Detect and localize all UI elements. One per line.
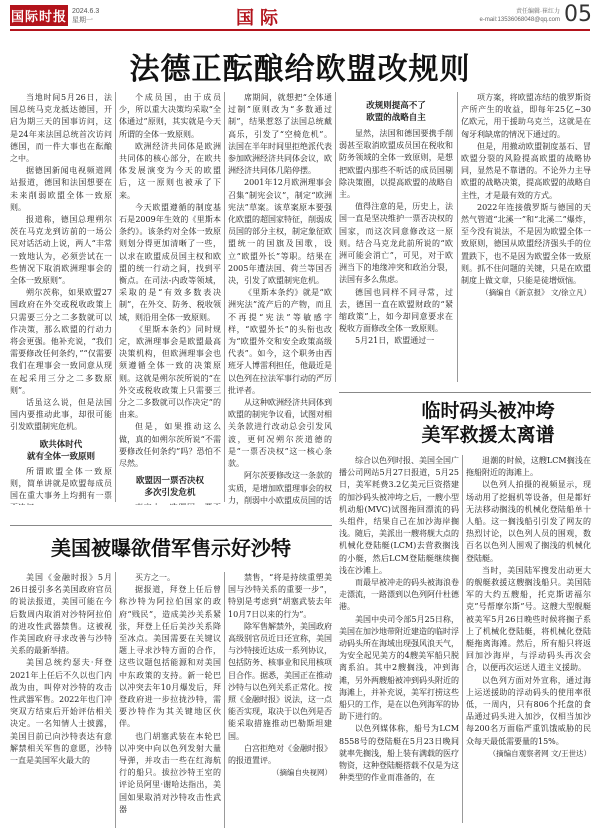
- page-number: 05: [564, 2, 592, 27]
- paragraph: 以色列媒体称，船号为LCM 8558号的登陆艇在5月23日晚间就率先搁浅，船上装有满载的医疗物资，这种登陆艇搭载不仅是为这种类型的作业而准备的，在: [339, 724, 459, 783]
- paragraph: 退潮的时候，这艘LCM搁浅在拖船附近的海滩上。: [466, 456, 591, 478]
- paragraph: 以色列人拍摄的视频显示，现场动用了挖掘机等设备，但是都好无法移动搁浅的机械化登陆船单十人船。这一搁浅船引引发了网友的热烈讨论，以色列人员的围观，数百名以色列人围观了搁浅的机械化登陆艇。: [466, 480, 591, 563]
- second-article-col-3: [228, 572, 332, 830]
- paragraph: 白宫拒绝对《金融时报》的报道置评。: [228, 743, 332, 766]
- third-headline: 临时码头被冲垮 美军救援太离谱: [421, 400, 555, 446]
- paragraph: 《里斯本条约》就是“欧洲宪法”流产后的产物，而且不再提“宪法”等敏感字样，“欧盟外长”的头衔也改为“欧盟外交和安全政策高级代表”。如今，这个职务由西班牙人博雷利担任，他最近是以色列在拉法军事行动的严厉批评者。: [228, 288, 332, 395]
- paragraph: 而最早被冲走的码头被海浪卷走漂流，一路漂到以色列阿什杜德港。: [339, 578, 459, 612]
- weekday: 星期一: [72, 17, 93, 24]
- col1-paras: [10, 92, 112, 434]
- paragraph: 综合以色列时报、美国全国广播公司网站5月27日报道，5月25日，美军耗费3.2亿美元巨资搭建的加沙码头被冲垮之后，一艘小型机动船(MVC)试图拖回漂流的码头组件，结果自己在加沙海岸搁浅。随后，美派出一艘将舰大点的机械化登陆艇(LCM)去营救搁浅的小艇，然后LCM登陆艇继续搁浅在沙滩上。: [339, 456, 459, 575]
- second-col1-paras: [10, 572, 112, 767]
- paragraph: [119, 502, 221, 505]
- paragraph: 禁售，“将是持续重塑美国与沙特关系的重要一步”，特别是考虑到“胡塞武装去年10月7日以来的行为”。: [228, 573, 332, 619]
- paragraph: 朔尔茨称，如果欧盟27国政府在外交或税收政策上只需要三分之二多数就可以作决策，那么欧盟的行动力将会更强。他补充说，“我们需要修改任何条约，”“仅需要我们在理事会一致同意从现在起采用三分之二多数原则”。: [10, 288, 112, 395]
- main-article-col-5: [461, 92, 591, 384]
- subheading-2: 欧盟因一票否决权 多次引发危机: [135, 476, 204, 499]
- email: e-mail:13536068048@qq.com: [479, 17, 560, 23]
- section-rule: [10, 525, 332, 526]
- paragraph: 美国中央司令部5月25日称，美国在加沙地带附近建造的临时浮动码头所在海域出现强风浪天气，为安全起见美方的4艘美军船只脱离系泊。其中2艘搁浅，冲到海滩，另外两艘船被冲到码头附近的海滩上，并补充说，美军打捞这些船只的工作，是在以色列海军的协助下进行的。: [339, 614, 459, 722]
- col3-paras: [228, 92, 332, 505]
- paragraph: 《里斯本条约》同时规定，欧洲理事会是欧盟最高决策机构，但欧洲理事会也须遵循全体一致的决策原则。这就是朔尔茨所说的“在外交或税收政策上只需要三分之二多数就可以作决定”的由来。: [119, 324, 221, 420]
- col4-paras: [339, 128, 453, 348]
- paragraph: 也门胡塞武装在本轮巴以冲突中向以色列发射大量导弹，并攻击一些在红海航行的船只。拔拉沙特王室的评论员阿里·谢哈达指出，美国如果取消对沙特攻击性武器: [119, 731, 221, 814]
- paragraph: 2001年12月欧洲理事会召集“制宪会议”，制定“欧洲宪法”草案。该草案原本要强化欧盟的超国家特征，削弱成员国的部分主权，制定象征欧盟统一的国旗及国歌，设立“欧盟外长”等职。结果在2005年遭法国、荷兰等国否决，引发了欧盟制宪危机。: [228, 178, 332, 286]
- paragraph: 当地时间5月26日，法国总统马克龙抵达德国，开启为期三天的国事访问，这是24年来法国总统首次访问德国，而一件大事也在酝酿之中。: [10, 93, 112, 164]
- second-col2-paras: [119, 572, 221, 816]
- third-article-col-left: [339, 455, 459, 825]
- subheading-1: 欧共体时代 就有全体一致原则: [26, 439, 95, 462]
- paragraph: 欧洲经济共同体是欧洲共同体的核心部分，在欧共体发展演变为今天的欧盟后，这一原则也被承了下来。: [119, 141, 221, 200]
- second-headline: 美国被曝欲借军售示好沙特: [51, 536, 291, 560]
- paragraph: 报道称，德国总理朔尔茨在马克龙到访前的一场公民对话活动上说，两人“丰常一致地认为，必须尝试在一些情况下取消欧洲理事会的全体一致原则”。: [10, 215, 112, 286]
- third-left-paras: [339, 455, 459, 784]
- paragraph: 值得注意的是，历史上，法国一直是坚决维护一票否决权的国家，而这次同意修改这一原则。结合马克龙此前所说的“欧洲可能会消亡”，可见，对于欧洲当下的地缘冲突和政治分裂，法国有多么焦虑。: [339, 202, 453, 285]
- col-divider: [335, 92, 336, 382]
- paragraph: 据德国新闻电视频道网站报道，德国和法国想要在未来削弱欧盟全体一致原则。: [10, 166, 112, 212]
- section-title: 国际: [236, 8, 284, 29]
- paragraph: 但是，用撤动欧盟制度基石、冒欧盟分裂的风险提高欧盟的战略协同，显然是不靠谱的。不论外力主导欧盟的战略决策，提高欧盟的战略自主性，才是最有效的方式。: [461, 141, 591, 200]
- paragraph: 据报道，拜登上任后曾称沙特为阿拉伯国家的政府“贱民”，造成美沙关系紧张，拜登上任后美沙关系降至冰点。美国需要在关键议题上寻求沙特方面的合作，这些议题包括能源和对美国中东政策的支持。新一轮巴以冲突去年10月爆发后，拜登政府进一步拉拢沙特，需要沙特作为其关键地区伙伴。: [119, 585, 221, 729]
- col-divider: [115, 92, 116, 502]
- paragraph: 个成员国，由于成员少，所以重大决策均采取“全体通过”原则，其实就是今天所谓的全体一致原则。: [119, 93, 221, 139]
- paragraph: 显然，法国和德国要携手削弱甚至取消欧盟成员国在税收和防务领域的全体一致原则，是想把欧盟内那些不听话的成员国剔除决策圈，以提高欧盟的战略自主。: [339, 129, 453, 200]
- col1b-paras: [10, 466, 112, 505]
- col-divider: [462, 455, 463, 823]
- paragraph: 阿尔茨要修改这一条款的实质，是增加欧盟理事会的权力，削弱中小欧盟成员国的话: [228, 471, 332, 505]
- masthead-logo: 国际时报: [10, 5, 68, 26]
- paragraph: 德国也同样不同寻常，过去，德国一直在欧盟财政的“紧缩政策”上，如今却同意要求在税收方面修改全体一致原则。: [339, 287, 453, 334]
- paragraph: 当时，美国陆军搜发出动更大的舰艇救援这艘搁浅船只。美国陆军的大约五艘船，托克斯诺福尔克”号帮摩尔斯”号。这艘大型舰艇被美军5月26日晚些时候将搁子系上了机械化登陆艇，将机械化登陆艇拖离海滩。然后，所有船只将返回加沙海岸，与浮动码头再次会合，以便再次运送人道主义援助。: [466, 565, 591, 673]
- main-article-col-3: [228, 92, 332, 505]
- header-rule: [10, 29, 590, 31]
- main-credit: （摘编自《新京报》 文/徐立凡）: [481, 288, 591, 298]
- editor-info: [440, 8, 560, 24]
- kicker-4: 改规则提高不了 欧盟的战略自主: [366, 101, 426, 123]
- col-divider: [115, 572, 116, 828]
- paragraph: 所谓欧盟全体一致原则，简单讲就是欧盟每成员国在重大事务上均拥有一票: [10, 466, 112, 501]
- main-article-col-2: [119, 92, 221, 505]
- paragraph: 买方之一。: [135, 573, 175, 582]
- paragraph: 席期间，就想把“全体通过制”原则改为“多数通过制”，结果惹怒了法国总统戴高乐，引发了“空椅危机”。法国在半年时间里拒绝派代表参加欧洲经济共同体会议，欧洲经济共同体几陷停摆。: [228, 93, 332, 176]
- col5-paras: [461, 92, 591, 287]
- second-article-col-2: [119, 572, 221, 830]
- paragraph: 从这种欧洲经济共同体到欧盟的制宪争议看，试图对相关条款进行改动总会引发风波，更何况朔尔茨道德的是“一票否决权”这一核心条款。: [228, 398, 332, 469]
- paragraph: 但是，如果推动这么做，真的如朔尔茨所说“不需要修改任何条约”吗？恐怕不尽然。: [119, 422, 221, 469]
- paragraph: 美国《金融时报》5月26日援引多名美国政府官员的说法报道，美国可能在今后数周内取消对沙特阿拉伯的进攻性武器禁售。这被视作美国政府寻求改善与沙特关系的最新举措。: [10, 573, 112, 656]
- paragraph: 5月21日，欧盟通过一: [355, 336, 435, 346]
- second-credit: （摘编自央视网）: [272, 768, 332, 778]
- paragraph: 以色列方面对外宣称，通过海上运送援助的浮动码头的使用率很低，一周内，只有806个托盘的食品通过码头进入加沙，仅相当加沙每200名万面临严重饥饿威胁的民众每天最低需要量的15%。: [466, 675, 591, 746]
- third-credit: （摘编自观察者网 文/王世达）: [488, 748, 591, 758]
- paragraph: 话虽这么说，但是法国国内要推动此事，却很可能引发欧盟制宪危机。: [10, 398, 112, 432]
- second-article-col-1: [10, 572, 112, 830]
- col2-paras: [119, 92, 221, 470]
- col-divider: [224, 572, 225, 828]
- col-divider: [224, 92, 225, 502]
- col2b-paras: [119, 502, 221, 505]
- paragraph: 项方案，将欧盟冻结的俄罗斯资产所产生的收益，即每年25亿~30亿欧元，用于援助乌克兰，这就是在匈牙利缺席的情况下通过的。: [461, 93, 591, 139]
- date: 2024.6.3: [72, 8, 100, 15]
- third-article-col-right: [466, 455, 591, 830]
- main-headline: 法德正酝酿给欧盟改规则: [129, 52, 471, 87]
- paragraph: 今天欧盟遵循的制度基石是2009年生效的《里斯本条约》。该条约对全体一致原则划分得更加清晰了一些，以求在欧盟成员国主权和欧盟的统一行动之间，找到平衡点。在司法-内政等领域，采取的是“有效多数表决制”，在外交、防务、税收领域，则沿用全体一致原则。: [119, 202, 221, 322]
- main-article-col-1: [10, 92, 112, 505]
- paragraph: 美国总统约瑟夫·拜登2021年上任后不久以也门内战为由，叫停对沙特的攻击性武器军售。2022年也门冲突双方结束后开始评估相关决定。一名知情人士披露，美国目前已向沙特表达有意解禁相关军售的意愿，沙特一直是美国军火最大的: [10, 658, 112, 766]
- section-rule: [339, 392, 591, 393]
- editor: 责任编辑·崔红力: [516, 9, 560, 15]
- paragraph: 除军售解禁外，美国政府高级别官员近日还宣称，美国与沙特接近达成一系列协议，包括防务、核事业和民用核项目合作。据悉，美国正在推动沙特与以色列关系正常化。按照《金融时报》说法，这一点能否实现，取决于以色列是否能采取措施推动巴勒斯坦建国。: [228, 621, 332, 741]
- dateline: [72, 7, 132, 25]
- col-divider: [457, 92, 458, 382]
- main-article-col-4: [339, 100, 453, 385]
- paragraph: 2022年连接俄罗斯与德国的天然气管道“北溪一”和“北溪二”爆炸，至今没有说法，不是因为欧盟全体一致原则，德国从欧盟经济强头手的位置跌下，也不是因为欧盟全体一致原则。抓不住问题的关键，只是在欧盟制度上做文章，只能是徒增烦恼。: [461, 202, 591, 286]
- third-right-paras: [466, 455, 591, 748]
- second-col3-paras: [228, 572, 332, 767]
